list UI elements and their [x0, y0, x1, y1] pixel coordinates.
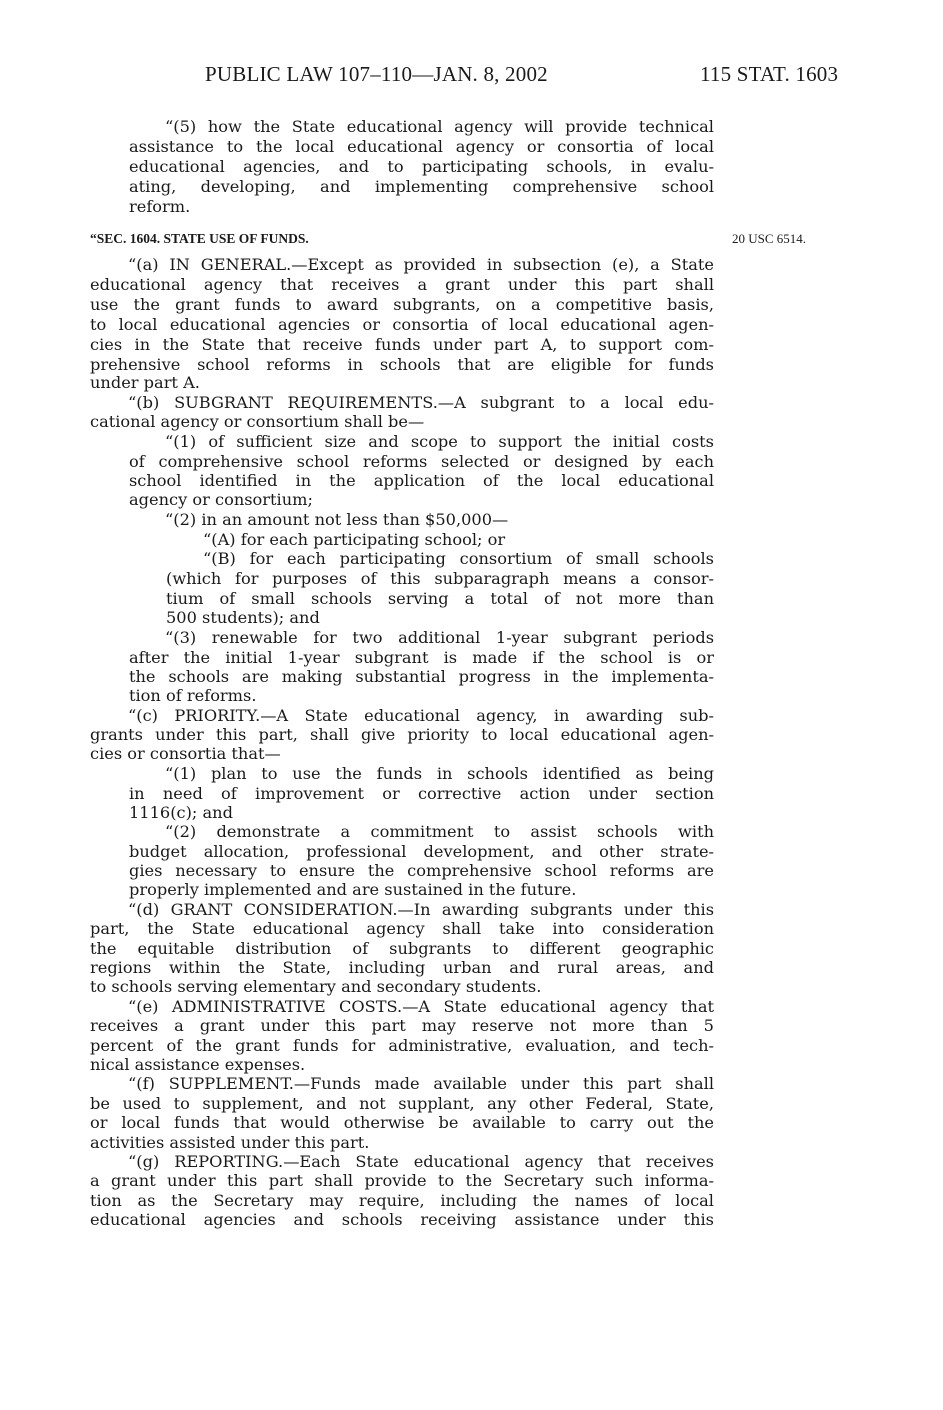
text-line: “(g) REPORTING.—Each State educational agency that receives: [128, 1152, 714, 1171]
text-line: grants under this part, shall give priority to local educational agen-: [90, 725, 714, 744]
text-line: “(a) IN GENERAL.—Except as provided in subsection (e), a State: [128, 255, 714, 274]
text-line: “(2) demonstrate a commitment to assist schools with: [165, 822, 714, 841]
text-line: “(c) PRIORITY.—A State educational agency, in awarding sub-: [128, 706, 714, 725]
text-line: tion as the Secretary may require, including the names of local: [90, 1191, 714, 1210]
subsection-heading: SUPPLEMENT.: [168, 1074, 294, 1093]
text-line: reform.: [129, 197, 191, 216]
text-line: under part A.: [90, 373, 200, 392]
text-line: cies in the State that receive funds under part A, to support com-: [90, 335, 714, 354]
subsection-heading: ADMINISTRATIVE COSTS.: [171, 997, 403, 1016]
text-line: prehensive school reforms in schools that are eligible for funds: [90, 355, 714, 374]
text-line: cies or consortia that—: [90, 744, 281, 763]
text-line: use the grant funds to award subgrants, on a competitive basis,: [90, 295, 714, 314]
text-line: “(f) SUPPLEMENT.—Funds made available under this part shall: [128, 1074, 714, 1093]
text-line: percent of the grant funds for administrative, evaluation, and tech-: [90, 1036, 714, 1055]
text-line: after the initial 1-year subgrant is made if the school is or: [129, 648, 714, 667]
text-line: 500 students); and: [166, 608, 320, 627]
text-line: nical assistance expenses.: [90, 1055, 306, 1074]
text-line: budget allocation, professional development, and other strate-: [129, 842, 714, 861]
running-head-title: PUBLIC LAW 107–110—JAN. 8, 2002: [205, 62, 548, 86]
text-line: tion of reforms.: [129, 686, 257, 705]
text-line: “(B) for each participating consortium of small schools: [203, 549, 714, 568]
text-line: agency or consortium;: [129, 490, 313, 509]
text-line: “(d) GRANT CONSIDERATION.—In awarding subgrants under this: [128, 900, 714, 919]
section-heading: “SEC. 1604. STATE USE OF FUNDS.: [90, 231, 309, 246]
text-line: “(1) of sufficient size and scope to support the initial costs: [165, 432, 714, 451]
text-line: the equitable distribution of subgrants to different geographic: [90, 939, 714, 958]
subsection-heading: IN GENERAL.: [169, 255, 292, 274]
text-line: educational agencies and schools receiving assistance under this: [90, 1210, 714, 1229]
text-line: educational agency that receives a grant under this part shall: [90, 275, 714, 294]
text-line: properly implemented and are sustained in the future.: [129, 880, 577, 899]
statute-page-number: 115 STAT. 1603: [700, 62, 839, 86]
text-line: assistance to the local educational agency or consortia of local: [129, 137, 714, 156]
text-line: receives a grant under this part may reserve not more than 5: [90, 1016, 714, 1035]
text-line: gies necessary to ensure the comprehensive school reforms are: [129, 861, 714, 880]
text-line: in need of improvement or corrective action under section: [129, 784, 714, 803]
text-line: “(1) plan to use the funds in schools identified as being: [165, 764, 714, 783]
text-line: the schools are making substantial progress in the implementa-: [129, 667, 714, 686]
text-line: of comprehensive school reforms selected or designed by each: [129, 452, 714, 471]
text-line: tium of small schools serving a total of not more than: [166, 589, 714, 608]
text-line: “(A) for each participating school; or: [203, 530, 506, 549]
text-line: to schools serving elementary and secondary students.: [90, 977, 542, 996]
text-line: (which for purposes of this subparagraph means a consor-: [166, 569, 714, 588]
text-line: 1116(c); and: [129, 803, 233, 822]
text-line: regions within the State, including urban and rural areas, and: [90, 958, 714, 977]
subsection-heading: REPORTING.: [174, 1152, 284, 1171]
text-line: a grant under this part shall provide to the Secretary such informa-: [90, 1171, 714, 1190]
text-line: to local educational agencies or consortia of local educational agen-: [90, 315, 714, 334]
text-line: “(5) how the State educational agency will provide technical: [165, 117, 714, 136]
text-line: be used to supplement, and not supplant, any other Federal, State,: [90, 1094, 714, 1113]
page-header: [0, 62, 943, 92]
margin-citation: 20 USC 6514.: [732, 231, 807, 246]
text-line: educational agencies, and to participating schools, in evalu-: [129, 157, 714, 176]
text-line: “(e) ADMINISTRATIVE COSTS.—A State educational agency that: [128, 997, 714, 1016]
subsection-heading: SUBGRANT REQUIREMENTS.: [174, 393, 438, 412]
subsection-heading: GRANT CONSIDERATION.: [170, 900, 398, 919]
text-line: “(3) renewable for two additional 1-year subgrant periods: [165, 628, 714, 647]
text-line: part, the State educational agency shall take into consideration: [90, 919, 714, 938]
subsection-heading: PRIORITY.: [174, 706, 261, 725]
text-line: “(2) in an amount not less than $50,000—: [165, 510, 509, 529]
text-line: cational agency or consortium shall be—: [90, 412, 425, 431]
text-line: “(b) SUBGRANT REQUIREMENTS.—A subgrant to a local edu-: [128, 393, 715, 412]
text-line: ating, developing, and implementing comprehensive school: [129, 177, 714, 196]
text-line: school identified in the application of the local educational: [129, 471, 714, 490]
text-line: activities assisted under this part.: [90, 1133, 370, 1152]
text-line: or local funds that would otherwise be available to carry out the: [90, 1113, 714, 1132]
